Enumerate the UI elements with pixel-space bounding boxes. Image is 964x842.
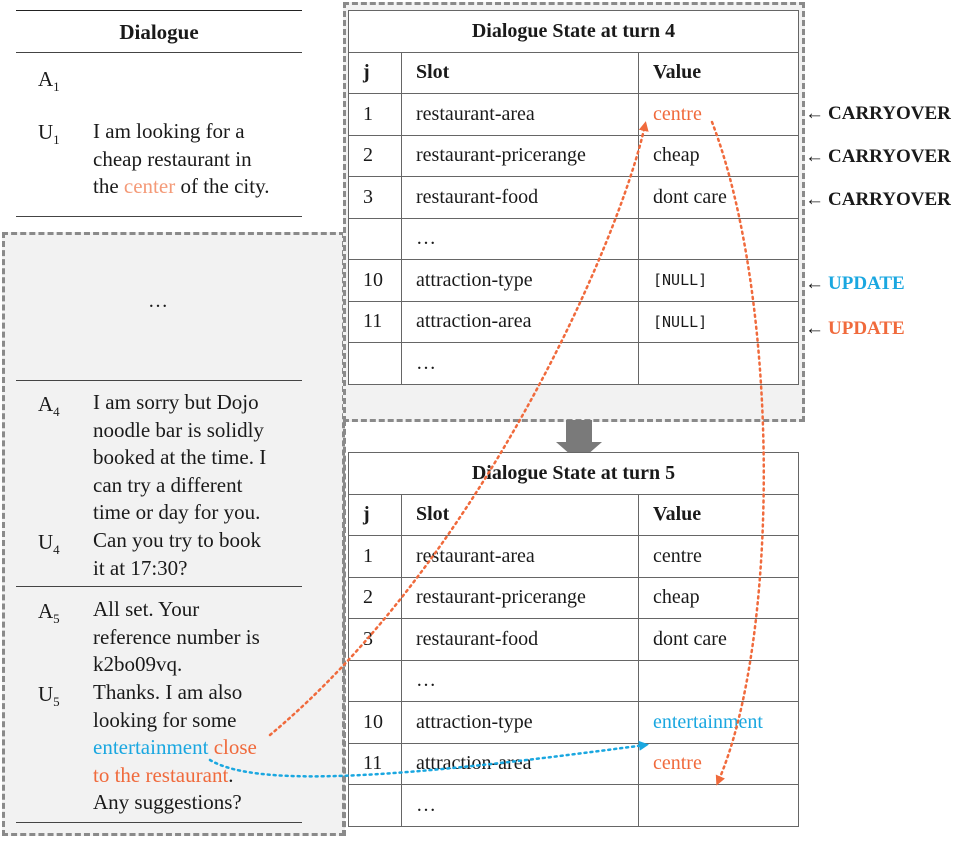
op-label-1 xyxy=(805,103,951,125)
cell-slot: restaurant-area xyxy=(402,536,639,578)
cell-value: dont care xyxy=(639,619,799,661)
table-row xyxy=(349,577,799,619)
utterance-u4 xyxy=(93,527,261,582)
dialogue-ellipsis: … xyxy=(148,290,168,312)
cell-j: 3 xyxy=(349,177,402,219)
op-text: UPDATE xyxy=(828,318,905,339)
dialogue-bottom-rule xyxy=(16,822,302,823)
cell-slot: attraction-type xyxy=(402,702,639,744)
utterance-line: I am looking for a xyxy=(93,119,245,143)
speaker-sub: 1 xyxy=(53,79,60,95)
utterance-line: Can you try to book xyxy=(93,528,261,552)
highlight-center: center xyxy=(123,174,176,198)
utterance-line: reference number is xyxy=(93,624,260,649)
table-header-row xyxy=(349,52,799,94)
cell-value: cheap xyxy=(639,135,799,177)
speaker-u1 xyxy=(38,120,60,148)
table-caption-row xyxy=(349,453,799,495)
utterance-line xyxy=(93,734,257,762)
dialogue-header-rule xyxy=(16,52,302,53)
speaker-letter: U xyxy=(38,530,54,554)
cell-slot: restaurant-area xyxy=(402,94,639,136)
cell-value: [NULL] xyxy=(639,301,799,343)
cell-slot: … xyxy=(402,660,639,702)
table-caption-row xyxy=(349,11,799,53)
down-arrow-icon-stem xyxy=(566,420,592,442)
cell-slot: attraction-type xyxy=(402,260,639,302)
highlight-restaurant: to the restaurant xyxy=(93,762,229,787)
cell-j: 10 xyxy=(349,702,402,744)
header-j: j xyxy=(349,494,402,536)
op-text: CARRYOVER xyxy=(828,189,951,210)
utterance-line: time or day for you. xyxy=(93,500,261,524)
utterance-a4 xyxy=(93,389,266,527)
cell-value xyxy=(639,218,799,260)
cell-j xyxy=(349,785,402,827)
cell-slot: … xyxy=(402,785,639,827)
arrow-left-icon: ← xyxy=(805,273,824,294)
cell-value xyxy=(639,660,799,702)
cell-j xyxy=(349,218,402,260)
cell-slot: restaurant-food xyxy=(402,177,639,219)
cell-j: 11 xyxy=(349,743,402,785)
table-row xyxy=(349,343,799,385)
header-slot: Slot xyxy=(402,494,639,536)
table-header-row xyxy=(349,494,799,536)
speaker-letter: U xyxy=(38,682,54,706)
speaker-letter: A xyxy=(38,67,54,91)
utterance-line: All set. Your xyxy=(93,597,200,621)
speaker-sub: 4 xyxy=(53,404,60,420)
table-row xyxy=(349,743,799,785)
cell-value: centre xyxy=(639,94,799,136)
table-row xyxy=(349,785,799,827)
dialogue-title: Dialogue xyxy=(119,20,199,44)
utterance-line xyxy=(93,762,257,790)
speaker-u4 xyxy=(38,530,60,558)
utterance-a5 xyxy=(93,596,260,679)
speaker-letter: U xyxy=(38,120,54,144)
cell-slot: attraction-area xyxy=(402,301,639,343)
utterance-line: Any suggestions? xyxy=(93,790,242,814)
speaker-sub: 1 xyxy=(53,132,60,148)
cell-j: 11 xyxy=(349,301,402,343)
table-row xyxy=(349,301,799,343)
cell-j: 1 xyxy=(349,94,402,136)
speaker-a5 xyxy=(38,599,60,627)
speaker-sub: 5 xyxy=(53,694,60,710)
table-row xyxy=(349,177,799,219)
table-row xyxy=(349,702,799,744)
text-span: the xyxy=(93,174,124,198)
utterance-line: looking for some xyxy=(93,707,237,732)
cell-value xyxy=(639,785,799,827)
cell-j: 2 xyxy=(349,577,402,619)
speaker-sub: 5 xyxy=(53,611,60,627)
cell-j xyxy=(349,660,402,702)
state-table-turn5 xyxy=(348,452,799,827)
state-table-turn4 xyxy=(348,10,799,385)
cell-slot: attraction-area xyxy=(402,743,639,785)
highlight-entertainment: entertainment xyxy=(93,735,209,759)
utterance-line: it at 17:30? xyxy=(93,555,188,580)
dialogue-rule-3 xyxy=(16,586,302,587)
op-label-3 xyxy=(805,189,951,211)
table-row xyxy=(349,135,799,177)
cell-slot: restaurant-pricerange xyxy=(402,135,639,177)
utterance-line: noodle bar is solidly xyxy=(93,417,264,442)
cell-value: dont care xyxy=(639,177,799,219)
arrow-left-icon: ← xyxy=(805,189,824,210)
turn5-state-panel xyxy=(343,420,346,836)
table-row xyxy=(349,94,799,136)
arrow-left-icon: ← xyxy=(805,146,824,167)
table-row xyxy=(349,218,799,260)
table-row xyxy=(349,660,799,702)
cell-value: cheap xyxy=(639,577,799,619)
speaker-a1 xyxy=(38,67,60,95)
text-span: of the city. xyxy=(175,174,270,198)
utterance-line: booked at the time. I xyxy=(93,445,267,469)
op-text: UPDATE xyxy=(828,273,905,294)
header-j: j xyxy=(349,52,402,94)
cell-value: [NULL] xyxy=(639,260,799,302)
op-text: CARRYOVER xyxy=(828,103,951,124)
utterance-u5 xyxy=(93,679,257,817)
header-value: Value xyxy=(639,494,799,536)
cell-value: centre xyxy=(639,536,799,578)
cell-j: 2 xyxy=(349,135,402,177)
speaker-a4 xyxy=(38,392,60,420)
cell-j: 3 xyxy=(349,619,402,661)
op-label-2 xyxy=(805,146,951,168)
utterance-line: k2bo09vq. xyxy=(93,652,183,676)
utterance-line: I am sorry but Dojo xyxy=(93,390,259,414)
speaker-letter: A xyxy=(38,599,54,623)
header-value: Value xyxy=(639,52,799,94)
speaker-sub: 4 xyxy=(53,542,60,558)
cell-value: entertainment xyxy=(639,702,799,744)
op-text: CARRYOVER xyxy=(828,146,951,167)
dialogue-rule-1 xyxy=(16,216,302,217)
cell-slot: restaurant-food xyxy=(402,619,639,661)
cell-j xyxy=(349,343,402,385)
table-row xyxy=(349,619,799,661)
utterance-line: cheap restaurant in xyxy=(93,146,252,171)
utterance-line xyxy=(93,173,269,201)
utterance-line: Thanks. I am also xyxy=(93,680,243,704)
arrow-left-icon: ← xyxy=(805,318,824,339)
cell-slot: … xyxy=(402,343,639,385)
cell-j: 1 xyxy=(349,536,402,578)
cell-slot: … xyxy=(402,218,639,260)
state5-title: Dialogue State at turn 5 xyxy=(349,453,799,495)
utterance-u1 xyxy=(93,118,269,201)
text-span: . xyxy=(228,762,234,787)
op-label-4 xyxy=(805,273,905,295)
dialogue-top-rule xyxy=(16,10,302,11)
arrow-left-icon: ← xyxy=(805,103,824,124)
dialogue-rule-2 xyxy=(16,380,302,381)
highlight-close: close xyxy=(208,735,257,759)
table-row xyxy=(349,260,799,302)
state4-title: Dialogue State at turn 4 xyxy=(349,11,799,53)
cell-value xyxy=(639,343,799,385)
op-label-5 xyxy=(805,318,905,340)
cell-slot: restaurant-pricerange xyxy=(402,577,639,619)
speaker-u5 xyxy=(38,682,60,710)
table-row xyxy=(349,536,799,578)
utterance-line: can try a different xyxy=(93,472,243,497)
header-slot: Slot xyxy=(402,52,639,94)
cell-value: centre xyxy=(639,743,799,785)
cell-j: 10 xyxy=(349,260,402,302)
speaker-letter: A xyxy=(38,392,54,416)
